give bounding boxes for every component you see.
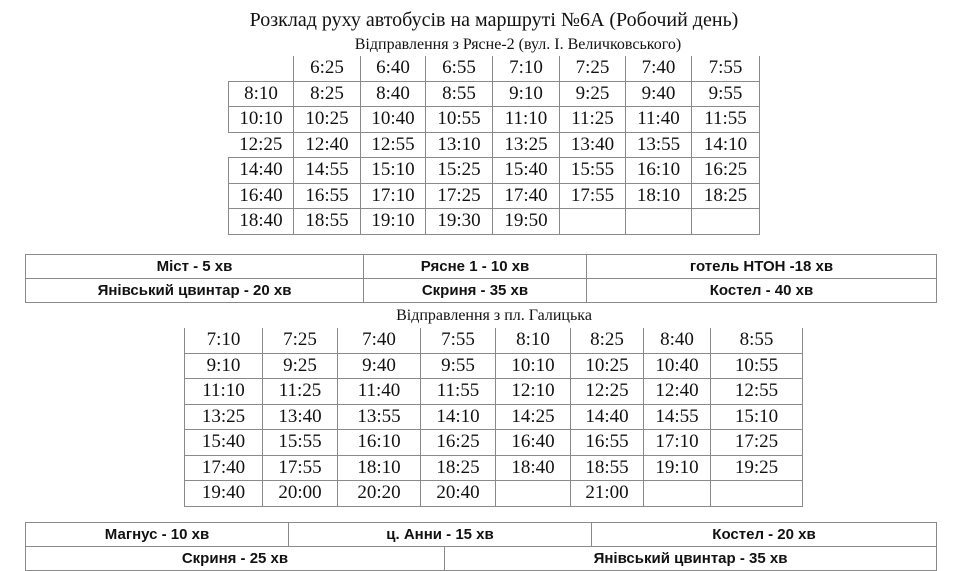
time-cell: 18:40	[496, 455, 571, 481]
time-cell: 6:55	[426, 56, 493, 81]
time-cell: 17:55	[263, 455, 338, 481]
time-cell: 15:40	[493, 158, 560, 184]
time-cell: 21:00	[571, 481, 644, 507]
time-cell: 17:10	[361, 183, 426, 209]
timetable-2	[184, 328, 803, 507]
time-cell: 17:40	[493, 183, 560, 209]
time-cell: 12:25	[571, 379, 644, 405]
time-cell: 14:40	[571, 404, 644, 430]
time-cell: 10:25	[571, 353, 644, 379]
time-cell	[692, 209, 760, 235]
time-cell: 7:10	[185, 328, 263, 353]
time-cell: 15:55	[560, 158, 626, 184]
stop-cell: Скриня - 25 хв	[26, 547, 445, 571]
time-cell: 12:25	[229, 132, 294, 158]
time-cell: 16:25	[692, 158, 760, 184]
time-cell: 8:55	[426, 81, 493, 107]
time-cell: 12:10	[496, 379, 571, 405]
time-cell: 12:55	[361, 132, 426, 158]
time-cell: 17:25	[711, 430, 803, 456]
table-row	[229, 56, 760, 81]
time-cell: 10:40	[644, 353, 711, 379]
time-cell: 9:25	[263, 353, 338, 379]
time-cell: 13:40	[560, 132, 626, 158]
table-row	[26, 279, 937, 303]
time-cell: 18:25	[692, 183, 760, 209]
time-cell: 15:40	[185, 430, 263, 456]
time-cell: 9:40	[626, 81, 692, 107]
time-cell: 14:10	[421, 404, 496, 430]
stops-table-1	[25, 254, 937, 303]
table-row	[185, 353, 803, 379]
time-cell: 9:40	[338, 353, 421, 379]
time-cell: 7:25	[263, 328, 338, 353]
time-cell: 7:55	[692, 56, 760, 81]
table-row	[26, 523, 937, 547]
time-cell: 8:40	[644, 328, 711, 353]
time-cell: 10:10	[229, 107, 294, 133]
time-cell: 14:40	[229, 158, 294, 184]
stop-cell: Скриня - 35 хв	[364, 279, 587, 303]
time-cell: 11:25	[263, 379, 338, 405]
time-cell: 19:30	[426, 209, 493, 235]
time-cell	[496, 481, 571, 507]
table-row	[185, 379, 803, 405]
time-cell: 18:25	[421, 455, 496, 481]
time-cell: 11:55	[692, 107, 760, 133]
table-row	[26, 255, 937, 279]
time-cell: 18:55	[571, 455, 644, 481]
table-row	[185, 481, 803, 507]
stop-cell: готель НТОН -18 хв	[587, 255, 937, 279]
time-cell: 18:55	[294, 209, 361, 235]
stop-cell: Янівський цвинтар - 35 хв	[445, 547, 937, 571]
time-cell: 8:40	[361, 81, 426, 107]
time-cell: 16:55	[571, 430, 644, 456]
time-cell	[711, 481, 803, 507]
time-cell: 16:10	[626, 158, 692, 184]
time-cell: 10:25	[294, 107, 361, 133]
time-cell: 7:55	[421, 328, 496, 353]
table-row	[229, 158, 760, 184]
timetable-1	[228, 56, 760, 235]
time-cell: 11:10	[493, 107, 560, 133]
time-cell: 16:25	[421, 430, 496, 456]
time-cell: 8:25	[571, 328, 644, 353]
table-row	[229, 209, 760, 235]
departure-1-heading: Відправлення з Рясне-2 (вул. І. Величковського)	[354, 36, 682, 53]
stop-cell: Міст - 5 хв	[26, 255, 364, 279]
time-cell: 19:10	[644, 455, 711, 481]
page-title: Розклад руху автобусів на маршруті №6А (Робочий день)	[249, 9, 739, 31]
time-cell: 6:40	[361, 56, 426, 81]
table-row	[229, 81, 760, 107]
stops-table-2	[25, 522, 937, 571]
time-cell: 17:25	[426, 183, 493, 209]
time-cell: 19:50	[493, 209, 560, 235]
stop-cell: Магнус - 10 хв	[26, 523, 289, 547]
time-cell: 12:40	[294, 132, 361, 158]
time-cell: 18:10	[626, 183, 692, 209]
time-cell: 14:55	[294, 158, 361, 184]
departure-2-heading: Відправлення з пл. Галицька	[396, 307, 592, 324]
time-cell: 16:40	[496, 430, 571, 456]
time-cell: 9:25	[560, 81, 626, 107]
table-row	[185, 328, 803, 353]
time-cell: 11:40	[626, 107, 692, 133]
time-cell: 15:10	[361, 158, 426, 184]
time-cell: 8:25	[294, 81, 361, 107]
stop-cell: Рясне 1 - 10 хв	[364, 255, 587, 279]
time-cell: 8:10	[496, 328, 571, 353]
time-cell: 10:40	[361, 107, 426, 133]
stop-cell: ц. Анни - 15 хв	[289, 523, 592, 547]
time-cell: 11:10	[185, 379, 263, 405]
table-row	[229, 107, 760, 133]
time-cell: 19:10	[361, 209, 426, 235]
time-cell: 14:25	[496, 404, 571, 430]
time-cell: 17:10	[644, 430, 711, 456]
time-cell: 13:40	[263, 404, 338, 430]
time-cell	[626, 209, 692, 235]
time-cell: 15:10	[711, 404, 803, 430]
time-cell: 8:55	[711, 328, 803, 353]
time-cell: 14:55	[644, 404, 711, 430]
time-cell: 10:55	[711, 353, 803, 379]
time-cell: 16:55	[294, 183, 361, 209]
time-cell: 7:25	[560, 56, 626, 81]
time-cell: 11:55	[421, 379, 496, 405]
time-cell: 15:25	[426, 158, 493, 184]
time-cell: 12:55	[711, 379, 803, 405]
time-cell: 18:10	[338, 455, 421, 481]
time-cell: 8:10	[229, 81, 294, 107]
time-cell: 6:25	[294, 56, 361, 81]
time-cell: 16:40	[229, 183, 294, 209]
time-cell: 12:40	[644, 379, 711, 405]
time-cell: 19:40	[185, 481, 263, 507]
table-row	[229, 132, 760, 158]
time-cell: 11:25	[560, 107, 626, 133]
time-cell: 9:55	[692, 81, 760, 107]
stop-cell: Костел - 40 хв	[587, 279, 937, 303]
time-cell: 17:55	[560, 183, 626, 209]
time-cell: 13:55	[626, 132, 692, 158]
time-cell: 13:25	[185, 404, 263, 430]
time-cell: 11:40	[338, 379, 421, 405]
time-cell: 9:55	[421, 353, 496, 379]
table-row	[185, 404, 803, 430]
time-cell: 10:10	[496, 353, 571, 379]
time-cell: 20:20	[338, 481, 421, 507]
time-cell: 20:00	[263, 481, 338, 507]
time-cell: 10:55	[426, 107, 493, 133]
time-cell: 14:10	[692, 132, 760, 158]
time-cell: 20:40	[421, 481, 496, 507]
time-cell: 15:55	[263, 430, 338, 456]
stop-cell: Янівський цвинтар - 20 хв	[26, 279, 364, 303]
time-cell: 7:10	[493, 56, 560, 81]
table-row	[185, 455, 803, 481]
time-cell	[560, 209, 626, 235]
time-cell: 9:10	[185, 353, 263, 379]
time-cell: 7:40	[338, 328, 421, 353]
table-row	[185, 430, 803, 456]
time-cell: 17:40	[185, 455, 263, 481]
time-cell	[229, 56, 294, 81]
time-cell: 19:25	[711, 455, 803, 481]
time-cell: 13:55	[338, 404, 421, 430]
stop-cell: Костел - 20 хв	[592, 523, 937, 547]
time-cell: 13:10	[426, 132, 493, 158]
time-cell	[644, 481, 711, 507]
table-row	[26, 547, 937, 571]
time-cell: 7:40	[626, 56, 692, 81]
time-cell: 9:10	[493, 81, 560, 107]
time-cell: 13:25	[493, 132, 560, 158]
table-row	[229, 183, 760, 209]
time-cell: 18:40	[229, 209, 294, 235]
time-cell: 16:10	[338, 430, 421, 456]
